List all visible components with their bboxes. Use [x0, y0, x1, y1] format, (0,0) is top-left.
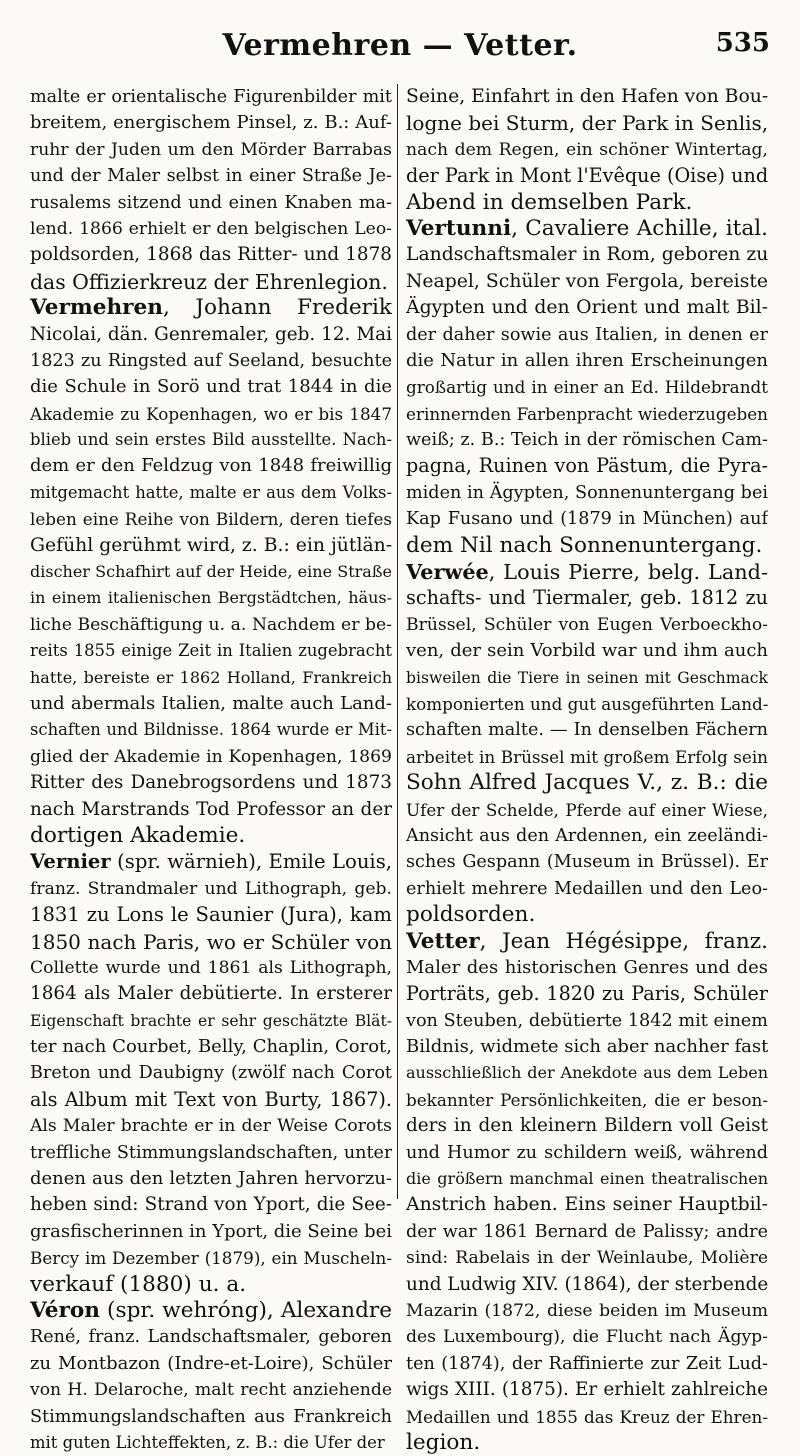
text-line: Neapel, Schüler von Fergola, bereiste — [406, 270, 768, 292]
text-line: 1831 zu Lons le Saunier (Jura), kam — [30, 903, 392, 927]
text-line: schafts- und Tiermaler, geb. 1812 zu — [406, 586, 768, 610]
text-line: der Park in Mont l'Evêque (Oise) und — [406, 164, 768, 188]
text-line: erhielt mehrere Medaillen und den Leo- — [406, 878, 768, 899]
page-header — [30, 28, 770, 68]
text-line: René, franz. Landschaftsmaler, geboren — [30, 1327, 392, 1348]
text-line: mitgemacht hatte, malte er aus dem Volks- — [30, 482, 392, 502]
text-line: dem er den Feldzug von 1848 freiwillig — [30, 455, 392, 477]
text-line: Vernier (spr. wärnieh), Emile Louis, — [30, 850, 392, 874]
text-line: von H. Delaroche, malt recht anziehende — [30, 1380, 392, 1401]
text-line: miden in Ägypten, Sonnenuntergang bei — [406, 482, 768, 503]
text-line: Bildnis, widmete sich aber nachher fast — [406, 1036, 768, 1058]
text-line: discher Schafhirt auf der Heide, eine Straße — [30, 562, 392, 582]
text-line: Nicolai, dän. Genremaler, geb. 12. Mai — [30, 323, 392, 345]
text-line: leben eine Reihe von Bildern, deren tiefes — [30, 509, 392, 530]
text-line: pagna, Ruinen von Pästum, die Pyra- — [406, 454, 768, 478]
text-line: Vetter, Jean Hégésippe, franz. — [406, 928, 768, 954]
text-line: Seine, Einfahrt in den Hafen von Bou- — [406, 86, 768, 107]
text-line: logne bei Sturm, der Park in Senlis, — [406, 111, 768, 136]
text-line: hatte, bereiste er 1862 Holland, Frankreich — [30, 667, 392, 687]
text-line: dortigen Akademie. — [30, 822, 246, 848]
entry-headword: Verwée — [406, 559, 489, 585]
text-line: Medaillen und 1855 das Kreuz der Ehren- — [406, 1406, 768, 1427]
text-line: heben sind: Strand von Yport, die See- — [30, 1194, 392, 1216]
text-line: Vermehren, Johann Frederik — [30, 295, 392, 321]
text-line: lend. 1866 erhielt er den belgischen Leo- — [30, 218, 392, 239]
text-line: in einem italienischen Bergstädtchen, häus- — [30, 588, 392, 608]
text-line: schaften und Bildnisse. 1864 wurde er Mit- — [30, 720, 392, 740]
text-line: ders in den kleinern Bildern voll Geist — [406, 1115, 768, 1137]
text-line: denen aus den letzten Jahren hervorzu- — [30, 1168, 392, 1190]
page-number: 535 — [715, 28, 770, 58]
column-divider — [397, 84, 398, 1199]
text-line: Anstrich haben. Eins seiner Hauptbil- — [406, 1194, 768, 1216]
text-line: Mazarin (1872, diese beiden im Museum — [406, 1300, 768, 1321]
text-line: Kap Fusano und (1879 in München) auf — [406, 509, 768, 530]
text-line: grasfischerinnen in Yport, die Seine bei — [30, 1220, 392, 1242]
text-line: Landschaftsmaler in Rom, geboren zu — [406, 244, 768, 266]
text-line: ter nach Courbet, Belly, Chaplin, Corot, — [30, 1036, 392, 1058]
text-line: sches Gespann (Museum in Brüssel). Er — [406, 852, 768, 873]
text-line: von Steuben, debütierte 1842 mit einem — [406, 1010, 768, 1031]
text-line: Vertunni, Cavaliere Achille, ital. — [406, 215, 768, 241]
text-line: breitem, energischem Pinsel, z. B.: Auf- — [30, 112, 392, 134]
text-line: ten (1874), der Raffinierte zur Zeit Lud- — [406, 1353, 768, 1374]
text-line: die größern manchmal einen theatralischen — [406, 1169, 768, 1189]
text-line: der daher sowie aus Italien, in denen er — [406, 324, 768, 345]
text-line: ruhr der Juden um den Mörder Barrabas — [30, 139, 392, 160]
text-line: Collette wurde und 1861 als Lithograph, — [30, 957, 392, 978]
text-line: bekannter Persönlichkeiten, die er beson- — [406, 1089, 768, 1110]
text-line: Abend in demselben Park. — [406, 189, 693, 215]
text-line: und Humor zu schildern weiß, während — [406, 1142, 768, 1163]
text-line: Breton und Daubigny (zwölf nach Corot — [30, 1063, 392, 1084]
text-line: franz. Strandmaler und Lithograph, geb. — [30, 878, 392, 899]
text-line: verkauf (1880) u. a. — [30, 1271, 247, 1297]
text-line: legion. — [406, 1429, 481, 1455]
text-line: ausschließlich der Anekdote aus dem Leben — [406, 1063, 768, 1083]
text-line: Sohn Alfred Jacques V., z. B.: die — [406, 770, 768, 796]
text-line: großartig und in einer an Ed. Hildebrandt — [406, 377, 768, 398]
text-line: der war 1861 Bernard de Palissy; andre — [406, 1221, 768, 1242]
text-line: zu Montbazon (Indre-et-Loire), Schüler — [30, 1352, 392, 1374]
text-line: Eigenschaft brachte er sehr geschätzte Blät- — [30, 1011, 392, 1030]
text-line: bisweilen die Tiere in seinen mit Geschmack — [406, 668, 768, 687]
text-line: ven, der sein Vorbild war und ihm auch — [406, 640, 768, 662]
text-line: erinnernden Farbenpracht wiederzugeben — [406, 403, 768, 424]
text-line: als Album mit Text von Burty, 1867). — [30, 1087, 392, 1111]
text-line: Ansicht aus den Ardennen, ein zeeländi- — [406, 825, 768, 846]
text-line: reits 1855 einige Zeit in Italien zugebracht — [30, 641, 392, 661]
text-line: poldsorden, 1868 das Ritter- und 1878 — [30, 244, 392, 266]
text-line: Verwée, Louis Pierre, belg. Land- — [406, 559, 768, 585]
text-line: Ufer der Schelde, Pferde auf einer Wiese, — [406, 799, 768, 820]
entry-headword: Vertunni — [406, 215, 512, 241]
text-line: sind: Rabelais in der Weinlaube, Molière — [406, 1248, 768, 1269]
text-line: Stimmungslandschaften aus Frankreich — [30, 1406, 392, 1427]
text-line: dem Nil nach Sonnenuntergang. — [406, 532, 763, 558]
text-line: Porträts, geb. 1820 zu Paris, Schüler — [406, 982, 768, 1006]
text-line: mit guten Lichteffekten, z. B.: die Ufer der — [30, 1432, 385, 1452]
text-line: Gefühl gerühmt wird, z. B.: ein jütlän- — [30, 534, 392, 556]
entry-headword: Véron — [30, 1297, 100, 1323]
text-line: 1864 als Maler debütierte. In ersterer — [30, 983, 392, 1005]
text-line: arbeitet in Brüssel mit großem Erfolg sein — [406, 746, 768, 767]
text-line: Bercy im Dezember (1879), ein Muscheln- — [30, 1248, 392, 1269]
text-line: glied der Akademie in Kopenhagen, 1869 — [30, 746, 392, 767]
entry-headword: Vernier — [30, 850, 111, 874]
entry-headword: Vermehren — [30, 295, 163, 321]
text-line: Ägypten und den Orient und malt Bil- — [406, 297, 768, 319]
text-line: weiß; z. B.: Teich in der römischen Cam- — [406, 430, 768, 451]
text-line: Ritter des Danebrogsordens und 1873 — [30, 772, 392, 794]
running-title: Vermehren — Vetter. — [222, 28, 578, 63]
text-line: nach dem Regen, ein schöner Wintertag, — [406, 139, 768, 160]
entry-headword: Vetter — [406, 928, 480, 954]
text-line: 1850 nach Paris, wo er Schüler von — [30, 929, 392, 954]
right-column — [406, 84, 768, 1456]
text-line: blieb und sein erstes Bild ausstellte. Nach- — [30, 430, 392, 450]
text-line: komponierten und gut ausgeführten Land- — [406, 693, 768, 714]
text-line: poldsorden. — [406, 902, 536, 928]
text-line: das Offizierkreuz der Ehrenlegion. — [30, 269, 388, 294]
text-line: Als Maler brachte er in der Weise Corots — [30, 1116, 392, 1137]
text-line: treffliche Stimmungslandschaften, unter — [30, 1142, 392, 1163]
text-line: nach Marstrands Tod Professor an der — [30, 798, 392, 820]
text-line: wigs XIII. (1875). Er erhielt zahlreiche — [406, 1379, 768, 1401]
text-line: Véron (spr. wehróng), Alexandre — [30, 1297, 392, 1323]
text-line: malte er orientalische Figurenbilder mit — [30, 87, 392, 107]
text-line: 1823 zu Ringsted auf Seeland, besuchte — [30, 350, 392, 371]
text-line: liche Beschäftigung u. a. Nachdem er be- — [30, 614, 392, 635]
text-line: und Ludwig XIV. (1864), der sterbende — [406, 1273, 768, 1295]
text-line: des Luxembourg), die Flucht nach Ägyp- — [406, 1327, 768, 1348]
text-line: Maler des historischen Genres und des — [406, 956, 768, 978]
text-line: Akademie zu Kopenhagen, wo er bis 1847 — [30, 403, 392, 424]
left-column — [30, 84, 392, 1456]
text-line: die Schule in Sorö und trat 1844 in die — [30, 376, 392, 398]
text-line: und der Maler selbst in einer Straße Je- — [30, 166, 392, 187]
text-line: Brüssel, Schüler von Eugen Verboeckho- — [406, 614, 768, 635]
text-line: rusalems sitzend und einen Knaben ma- — [30, 192, 392, 213]
text-line: und abermals Italien, malte auch Land- — [30, 692, 392, 714]
text-line: schaften malte. — In denselben Fächern — [406, 720, 768, 741]
text-line: die Natur in allen ihren Erscheinungen — [406, 349, 768, 371]
